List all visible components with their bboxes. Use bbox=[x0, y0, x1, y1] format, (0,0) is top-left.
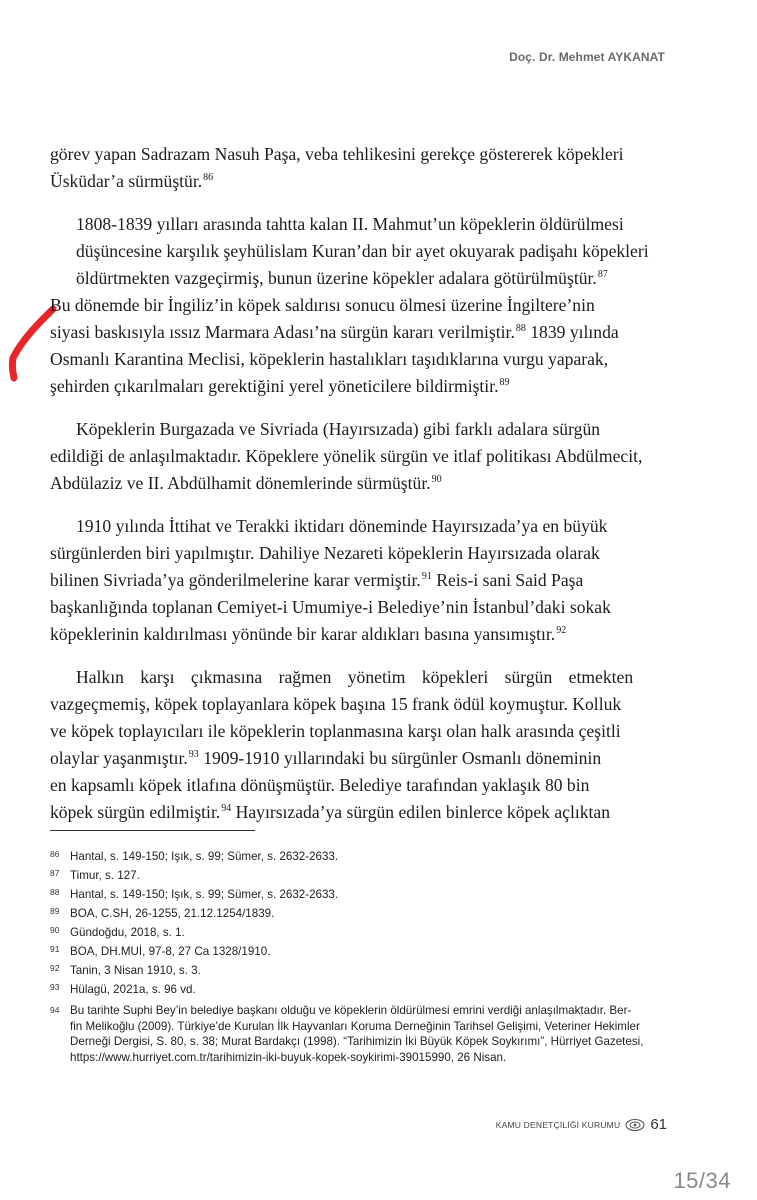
footnote-number: 93 bbox=[50, 982, 60, 992]
footnote-88 bbox=[50, 885, 667, 904]
text-line: başkanlığında toplanan Cemiyet-i Umumiye-i Belediye’nin İstanbul’daki sokak bbox=[50, 597, 611, 617]
page-footer bbox=[496, 1116, 667, 1133]
pdf-page-counter: 15/34 bbox=[673, 1168, 731, 1193]
text-line bbox=[50, 265, 667, 292]
footnote-text: Tanin, 3 Nisan 1910, s. 3. bbox=[70, 964, 201, 977]
text-segment: 1839 yılında bbox=[525, 322, 619, 342]
text-segment: şehirden çıkarılmaları gerektiğini yerel yöneticilere bildirmiştir. bbox=[50, 376, 499, 396]
text-segment: 1909-1910 yıllarındaki bu sürgünler Osmanlı döneminin bbox=[198, 748, 602, 768]
paragraph-2 bbox=[50, 416, 667, 497]
footnote-text: Hülagü, 2021a, s. 96 vd. bbox=[70, 983, 196, 996]
text-line: ve köpek toplayıcıları ile köpeklerin toplanmasına karşı olan halk arasında çeşitli bbox=[50, 721, 621, 741]
footnote-number: 92 bbox=[50, 963, 60, 973]
ombudsman-logo-icon bbox=[625, 1118, 645, 1132]
text-line: 1808-1839 yılları arasında tahtta kalan II. Mahmut’un köpeklerin öldürülmesi bbox=[76, 214, 624, 234]
footnote-90 bbox=[50, 923, 667, 942]
text-line bbox=[50, 470, 667, 497]
footnote-ref[interactable]: 89 bbox=[499, 377, 510, 388]
text-line bbox=[50, 373, 667, 400]
text-line bbox=[50, 319, 667, 346]
footnote-text bbox=[70, 1003, 667, 1065]
footnote-91 bbox=[50, 942, 667, 961]
footnote-ref[interactable]: 88 bbox=[515, 323, 526, 334]
text-segment: köpek sürgün edilmiştir. bbox=[50, 802, 221, 822]
footnotes bbox=[50, 847, 667, 1065]
footnote-number: 91 bbox=[50, 944, 60, 954]
footnote-text: Hantal, s. 149-150; Işık, s. 99; Sümer, s. 2632-2633. bbox=[70, 850, 339, 863]
text-line: Bu dönemde bir İngiliz’in köpek saldırısı sonucu ölmesi üzerine İngiltere’nin bbox=[50, 295, 595, 315]
paragraph-3 bbox=[50, 513, 667, 648]
footnote-ref[interactable]: 87 bbox=[597, 269, 608, 280]
text-line bbox=[50, 567, 667, 594]
text-segment: köpeklerinin kaldırılması yönünde bir karar aldıkları basına yansımıştır. bbox=[50, 624, 556, 644]
footnote-87 bbox=[50, 866, 667, 885]
text-line: 1910 yılında İttihat ve Terakki iktidarı döneminde Hayırsızada’ya en büyük bbox=[76, 516, 608, 536]
footnote-ref[interactable]: 93 bbox=[188, 749, 199, 760]
footnote-94 bbox=[50, 1003, 667, 1065]
text-segment: olaylar yaşanmıştır. bbox=[50, 748, 188, 768]
footnote-link[interactable]: https://www.hurriyet.com.tr/tarihimizin-iki-buyuk-kopek-soykirimi-39015990, 26 Nisan. bbox=[70, 1050, 507, 1064]
paragraph-4 bbox=[50, 664, 667, 826]
footnote-line: Derneği Dergisi, S. 80, s. 38; Murat Bardakçı (1998). “Tarihimizin İki Büyük Köpek Soykırımı”, Hürriyet Gazetesi, bbox=[70, 1035, 644, 1049]
footnote-ref[interactable]: 94 bbox=[221, 803, 232, 814]
footnote-text: Hantal, s. 149-150; Işık, s. 99; Sümer, s. 2632-2633. bbox=[70, 888, 339, 901]
text-segment: öldürtmekten vazgeçirmiş, bunun üzerine köpekler adalara götürülmüştür. bbox=[76, 268, 597, 288]
footnote-93 bbox=[50, 980, 667, 999]
text-line: Köpeklerin Burgazada ve Sivriada (Hayırsızada) gibi farklı adalara sürgün bbox=[76, 419, 601, 439]
footnote-ref[interactable]: 86 bbox=[203, 172, 214, 183]
text-line: Osmanlı Karantina Meclisi, köpeklerin hastalıkları taşıdıklarına vurgu yaparak, bbox=[50, 349, 609, 369]
footnote-number: 94 bbox=[50, 1005, 60, 1015]
footnote-ref[interactable]: 90 bbox=[431, 474, 442, 485]
text-line: düşüncesine karşılık şeyhülislam Kuran’dan bir ayet okuyarak padişahı köpekleri bbox=[76, 241, 649, 261]
page-number: 61 bbox=[650, 1116, 667, 1133]
text-line bbox=[50, 799, 667, 826]
body-text bbox=[50, 141, 667, 842]
footnote-89 bbox=[50, 904, 667, 923]
footnote-86 bbox=[50, 847, 667, 866]
footnote-92 bbox=[50, 961, 667, 980]
text-line bbox=[50, 621, 667, 648]
text-line: Halkın karşı çıkmasına rağmen yönetim köpekleri sürgün etmekten bbox=[76, 667, 634, 687]
text-segment: siyasi baskısıyla ıssız Marmara Adası’na sürgün kararı verilmiştir. bbox=[50, 322, 515, 342]
footnote-text: BOA, DH.MUİ, 97-8, 27 Ca 1328/1910. bbox=[70, 945, 271, 958]
footnote-line: Bu tarihte Suphi Bey’in belediye başkanı olduğu ve köpeklerin öldürülmesi emrini verdiği anlaşılmaktadır. Ber- bbox=[70, 1004, 632, 1017]
footnote-number: 89 bbox=[50, 906, 60, 916]
text-line: sürgünlerden biri yapılmıştır. Dahiliye Nezareti köpeklerin Hayırsızada olarak bbox=[50, 543, 600, 563]
text-segment: Üsküdar’a sürmüştür. bbox=[50, 171, 203, 191]
text-segment: Reis-i sani Said Paşa bbox=[431, 570, 584, 590]
footnote-number: 86 bbox=[50, 849, 60, 859]
text-segment: Abdülaziz ve II. Abdülhamit dönemlerinde sürmüştür. bbox=[50, 473, 431, 493]
text-line bbox=[50, 745, 667, 772]
footnote-text: Timur, s. 127. bbox=[70, 869, 140, 882]
footnote-text: BOA, C.SH, 26-1255, 21.12.1254/1839. bbox=[70, 907, 275, 920]
text-line: görev yapan Sadrazam Nasuh Paşa, veba tehlikesini gerekçe göstererek köpekleri bbox=[50, 144, 624, 164]
text-segment: bilinen Sivriada’ya gönderilmelerine karar vermiştir. bbox=[50, 570, 421, 590]
text-segment: Hayırsızada’ya sürgün edilen binlerce köpek açlıktan bbox=[231, 802, 611, 822]
footnote-number: 88 bbox=[50, 887, 60, 897]
footnote-text: Gündoğdu, 2018, s. 1. bbox=[70, 926, 185, 939]
footnote-divider bbox=[50, 830, 255, 831]
text-line bbox=[50, 168, 667, 195]
footer-org-name: KAMU DENETÇİLİĞİ KURUMU bbox=[495, 1119, 621, 1130]
footnote-ref[interactable]: 91 bbox=[421, 571, 432, 582]
footnote-ref[interactable]: 92 bbox=[556, 625, 567, 636]
text-line: edildiği de anlaşılmaktadır. Köpeklere yönelik sürgün ve itlaf politikası Abdülmecit, bbox=[50, 446, 643, 466]
text-line: vazgeçmemiş, köpek toplayanlara köpek başına 15 frank ödül koymuştur. Kolluk bbox=[50, 694, 622, 714]
running-header-author: Doç. Dr. Mehmet AYKANAT bbox=[509, 50, 665, 64]
text-line: en kapsamlı köpek itlafına dönüşmüştür. Belediye tarafından yaklaşık 80 bin bbox=[50, 775, 590, 795]
paragraph-0 bbox=[50, 141, 667, 195]
paragraph-1 bbox=[50, 211, 667, 400]
footnote-number: 87 bbox=[50, 868, 60, 878]
footnote-line: fin Melikoğlu (2009). Türkiye’de Kurulan İlk Hayvanları Koruma Derneğinin Tarihsel Gelişimi, Veteriner Hekimler bbox=[70, 1019, 640, 1033]
footnote-number: 90 bbox=[50, 925, 60, 935]
